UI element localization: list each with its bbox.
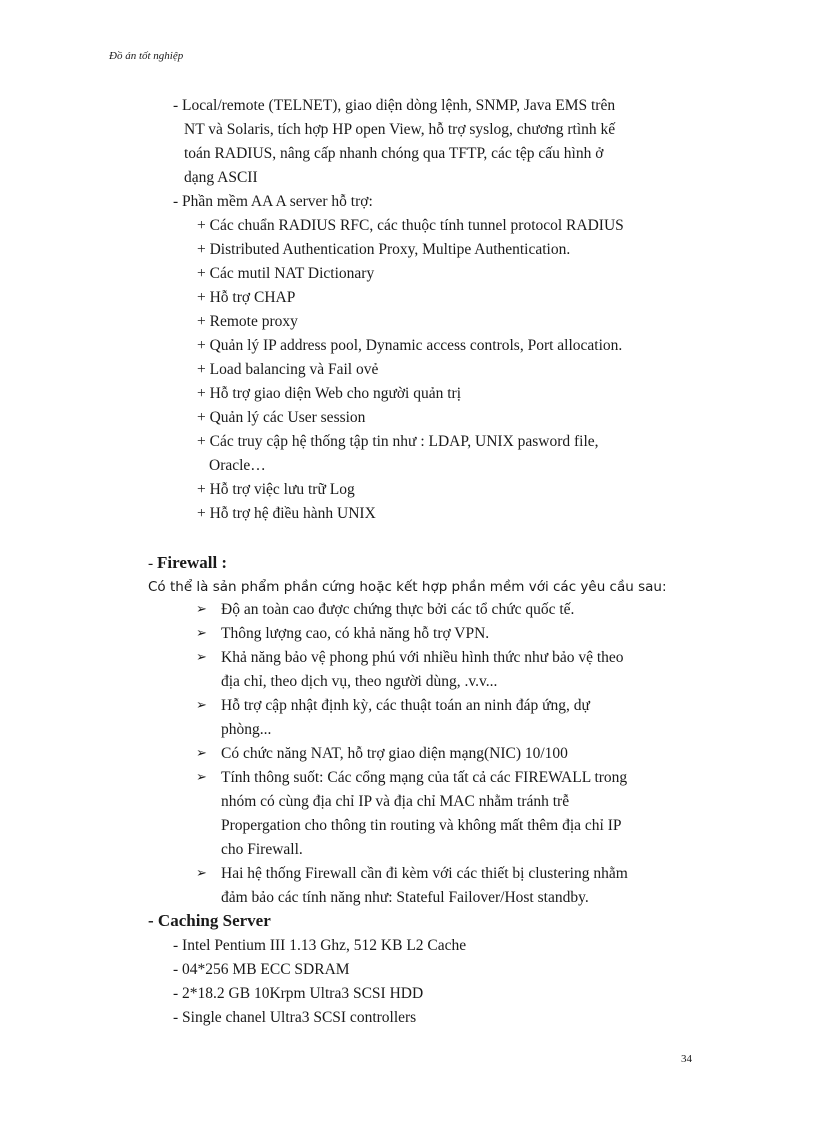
firewall-requirement: Khả năng bảo vệ phong phú với nhiều hình thức như bảo vệ theo <box>221 649 624 666</box>
arrow-bullet-icon: ➢ <box>196 626 207 641</box>
arrow-bullet-icon: ➢ <box>196 866 207 881</box>
aaa-list-item: + Quản lý các User session <box>197 409 366 426</box>
firewall-heading <box>148 553 227 574</box>
firewall-requirement-continuation: nhóm có cùng địa chỉ IP và địa chỉ MAC nhằm tránh trễ <box>221 793 570 810</box>
firewall-requirement: Tính thông suốt: Các cổng mạng của tất cả các FIREWALL trong <box>221 769 628 786</box>
firewall-requirement: Độ an toàn cao được chứng thực bởi các tổ chức quốc tế. <box>221 601 575 618</box>
caching-spec-item: - 2*18.2 GB 10Krpm Ultra3 SCSI HDD <box>173 985 424 1002</box>
arrow-bullet-icon: ➢ <box>196 602 207 617</box>
aaa-list-item: + Distributed Authentication Proxy, Multipe Authentication. <box>197 241 571 258</box>
aaa-list-item: + Các truy cập hệ thống tập tin như : LDAP, UNIX pasword file, <box>197 433 599 450</box>
arrow-bullet-icon: ➢ <box>196 746 207 761</box>
firewall-requirement-continuation: địa chỉ, theo dịch vụ, theo người dùng, .v.v... <box>221 673 498 690</box>
arrow-bullet-icon: ➢ <box>196 770 207 785</box>
aaa-list-item: + Các mutil NAT Dictionary <box>197 265 375 282</box>
firewall-requirement: Thông lượng cao, có khả năng hỗ trợ VPN. <box>221 625 490 642</box>
firewall-requirement-continuation: cho Firewall. <box>221 841 303 858</box>
paragraph-line: - Local/remote (TELNET), giao diện dòng lệnh, SNMP, Java EMS trên <box>173 97 616 114</box>
firewall-requirement-continuation: đảm bảo các tính năng như: Stateful Failover/Host standby. <box>221 889 589 906</box>
caching-spec-item: - Intel Pentium III 1.13 Ghz, 512 KB L2 Cache <box>173 937 467 954</box>
paragraph-line: toán RADIUS, nâng cấp nhanh chóng qua TFTP, các tệp cấu hình ở <box>184 145 604 162</box>
aaa-list-item: + Quản lý IP address pool, Dynamic access controls, Port allocation. <box>197 337 623 354</box>
arrow-bullet-icon: ➢ <box>196 698 207 713</box>
aaa-list-item: + Hỗ trợ hệ điều hành UNIX <box>197 505 376 522</box>
aaa-list-item-continuation: Oracle… <box>209 457 266 474</box>
firewall-heading-prefix: - <box>148 555 158 572</box>
aaa-list-item: + Hỗ trợ việc lưu trữ Log <box>197 481 355 498</box>
paragraph-line: NT và Solaris, tích hợp HP open View, hỗ trợ syslog, chương rtình kế <box>184 121 616 138</box>
aaa-list-item: + Load balancing và Fail ovẻ <box>197 361 379 378</box>
caching-spec-item: - 04*256 MB ECC SDRAM <box>173 961 350 978</box>
firewall-intro: Có thể là sản phẩm phần cứng hoặc kết hợp phần mềm với các yêu cầu sau: <box>148 579 667 595</box>
caching-server-heading: - Caching Server <box>148 911 271 930</box>
paragraph-line: - Phần mềm AA A server hỗ trợ: <box>173 193 373 210</box>
firewall-requirement-continuation: phòng... <box>221 721 272 738</box>
document-header-title: Đồ án tốt nghiệp <box>109 50 184 62</box>
caching-spec-item: - Single chanel Ultra3 SCSI controllers <box>173 1009 417 1026</box>
arrow-bullet-icon: ➢ <box>196 650 207 665</box>
firewall-requirement: Hỗ trợ cập nhật định kỳ, các thuật toán an ninh đáp ứng, dự <box>221 697 590 714</box>
aaa-list-item: + Hỗ trợ giao diện Web cho người quản trị <box>197 385 462 402</box>
firewall-requirement: Có chức năng NAT, hỗ trợ giao diện mạng(NIC) 10/100 <box>221 745 568 762</box>
paragraph-line: dạng ASCII <box>184 169 258 186</box>
aaa-list-item: + Các chuẩn RADIUS RFC, các thuộc tính tunnel protocol RADIUS <box>197 217 624 234</box>
aaa-list-item: + Hỗ trợ CHAP <box>197 289 296 306</box>
firewall-heading-text: Firewall : <box>157 553 228 572</box>
firewall-requirement-continuation: Propergation cho thông tin routing và không mất thêm địa chỉ IP <box>221 817 622 834</box>
firewall-requirement: Hai hệ thống Firewall cần đi kèm với các thiết bị clustering nhằm <box>221 865 628 882</box>
page-number: 34 <box>681 1053 692 1065</box>
aaa-list-item: + Remote proxy <box>197 313 298 330</box>
